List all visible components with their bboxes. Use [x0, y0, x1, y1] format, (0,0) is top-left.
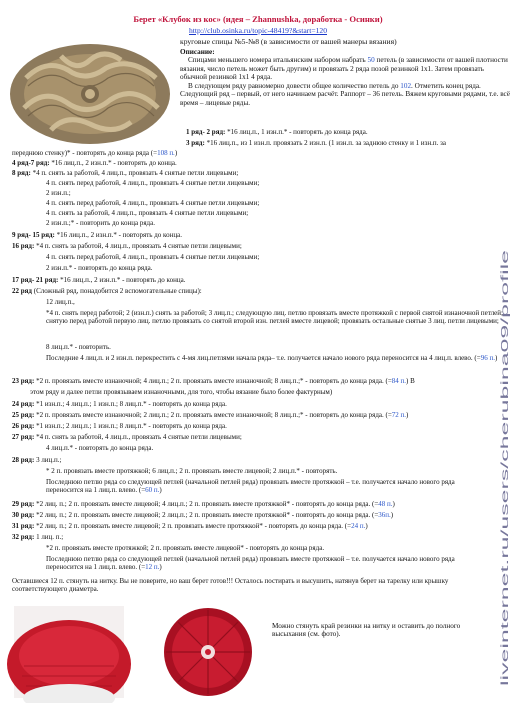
description-heading: Описание:	[180, 48, 215, 56]
row-28: 28 ряд: 3 лиц.п.;	[12, 456, 62, 464]
row-8-line-3: 2 изн.п.;	[46, 189, 71, 197]
row-27-line-2: 4 лиц.п.* - повторять до конца ряда.	[46, 444, 154, 452]
row-22-line-4: 8 лиц.п.* - повторить.	[46, 343, 111, 351]
row-23: 23 ряд: *2 п. провязать вместе изнаночной; 4 лиц.п.; 2 п. провязать вместе изнаночной; 8 лиц.п.;* - повторять до конца ряда. (=84 п.) В	[12, 377, 415, 385]
row-22-line-3: *4 п. снять перед работой; 2 (изн.п.) снять за работой; 3 лиц.п.; следующую лиц. петлю провязать вместе протяжкой с первой снятой изнаночной петлей; снятую перед работой первую лиц. петлю провязать со снятой второй изн. петлей вместе лицевой; провязать остальные снятые 3 лиц. петли лицевыми;	[46, 309, 503, 326]
row-28-line-2: * 2 п. провязать вместе протяжкой; 6 лиц.п.; 2 п. провязать вместе лицевой; 2 лиц.п.* - повторять.	[46, 467, 338, 475]
description-block	[180, 48, 510, 107]
row-27: 27 ряд: *4 п. снять за работой, 4 лиц.п., провязать 4 снятые петли лицевыми;	[12, 433, 242, 441]
row-8-line-5: 4 п. снять за работой, 4 лиц.п., провязать 4 снятые петли лицевыми;	[46, 209, 249, 217]
row-28-line-3: Последнюю петлю ряда со следующей петлей (начальной петлей ряда) провязать вместе протяжкой – т.е. получается начало нового ряда переносится на 1 лиц.п. влево. (=60 п.)	[46, 478, 455, 495]
beret-top-photo	[6, 38, 171, 138]
row-25: 25 ряд: *2 п. провязать вместе изнаночной; 2 лиц.п.; 2 п. провязать вместе изнаночной; 8 лиц.п.;* - повторять до конца ряда. (=72 п.)	[12, 411, 409, 419]
row-8-line-4: 4 п. снять перед работой, 4 лиц.п., провязать 4 снятые петли лицевыми;	[46, 199, 260, 207]
source-link[interactable]: http://club.osinka.ru/topic-48419?&start=120	[189, 26, 327, 35]
row-22: 22 ряд (Сложный ряд, понадобится 2 вспомогательные спицы):	[12, 287, 202, 295]
row-22-line-2: 12 лиц.п.,	[46, 298, 75, 306]
row-8: 8 ряд: *4 п. снять за работой, 4 лиц.п., провязать 4 снятые петли лицевыми;	[12, 169, 239, 177]
svg-text:liveinternet.ru/users/cherubin: liveinternet.ru/users/cherubina09/profile	[499, 502, 511, 686]
row-32-line-3: Последнюю петлю ряда со следующей петлей (начальной петлей ряда) провязать вместе протяжкой – т.е. получается начало нового ряда переносится на 1 лиц.п. влево. (=12 п.)	[46, 555, 455, 572]
row-32-line-2: *2 п. провязать вместе протяжкой; 2 п. провязать вместе лицевой* - повторять до конца ряда.	[46, 544, 325, 552]
row-9-15: 9 ряд- 15 ряд: *16 лиц.п., 2 изн.п.* - повторять до конца.	[12, 231, 182, 239]
row-17-21: 17 ряд- 21 ряд: *16 лиц.п., 2 изн.п.* - повторять до конца.	[12, 276, 186, 284]
row-32: 32 ряд: 1 лиц. п.;	[12, 533, 64, 541]
beret-drying-photo-1	[14, 606, 124, 698]
beret-drying-photo-2	[154, 606, 262, 698]
description-para-2: В следующем ряду равномерно довести общее количество петель до 102. Отметить конец ряда. Следующий ряд – первый, от него начинаем расчёт. Раппорт – 36 петель. Вяжем круговыми рядами, т.е. всё время – лицевые ряды.	[180, 81, 510, 107]
row-8-line-2: 4 п. снять перед работой, 4 лиц.п., провязать 4 снятые петли лицевыми;	[46, 179, 260, 187]
closing-paragraph: Оставшиеся 12 п. стянуть на нитку. Вы не поверите, но ваш берет готов!!! Осталось постирать и высушить, натянув берет на тарелку или крышку соответствующего диаметра.	[12, 577, 449, 594]
row-16-line-3: 2 изн.п.* - повторять до конца ряда.	[46, 264, 153, 272]
source-url	[0, 26, 516, 35]
row-8-line-6: 2 изн.п.;* - повторить до конца ряда.	[46, 219, 155, 227]
row-16: 16 ряд: *4 п. снять за работой, 4 лиц.п., провязать 4 снятые петли лицевыми;	[12, 242, 242, 250]
row-24: 24 ряд: *1 изн.п.; 4 лиц.п.; 1 изн.п.; 8 лиц.п.* - повторять до конца ряда.	[12, 400, 227, 408]
row-23-line-2: этом ряду и далее петли провязываем изнаночными, для того, чтобы вязание было более фактурным)	[30, 388, 333, 396]
row-30: 30 ряд: *2 лиц. п.; 2 п. провязать вместе лицевой; 2 лиц.п.; 2 п. провязать вместе протяжкой* - повторять до конца ряда. (=36п.)	[12, 511, 394, 519]
row-4-7: 4 ряд-7 ряд: *16 лиц.п., 2 изн.п.* - повторять до конца.	[12, 159, 177, 167]
description-para-1: Спицами меньшего номера итальянским набором набрать 50 петель (в зависимости от вашей плотности вязания, число петель может быть другим) и провязать 2 ряда позой резинкой 1х1. Затем провязать обычной резинкой 1х1 4 ряда.	[180, 56, 508, 82]
row-3: 3 ряд: *16 лиц.п., из 1 изн.п. провязать 2 изн.п. (1 изн.п. за заднюю стенку и 1 изн.п. за	[186, 139, 446, 147]
row-16-line-2: 4 п. снять перед работой, 4 лиц.п., провязать 4 снятые петли лицевыми;	[46, 253, 260, 261]
watermark	[501, 248, 515, 688]
row-26: 26 ряд: *1 изн.п.; 2 лиц.п.; 1 изн.п.; 8 лиц.п.* - повторять до конца ряда.	[12, 422, 227, 430]
row-31: 31 ряд: *2 лиц. п.; 2 п. провязать вместе лицевой; 2 п. провязать вместе протяжкой* - повторять до конца ряда. (=24 п.)	[12, 522, 368, 530]
needles-note: круговые спицы №5-№8 (в зависимости от вашей манеры вязания)	[180, 37, 397, 46]
document-title: Берет «Клубок из кос» (идея – Zhannushka, доработка - Осинки)	[133, 14, 383, 24]
row-29: 29 ряд: *2 лиц. п.; 2 п. провязать вместе лицевой; 4 лиц.п.; 2 п. провязать вместе протяжкой* - повторять до конца ряда. (=48 п.)	[12, 500, 395, 508]
photo-caption: Можно стянуть край резинки на нитку и оставить до полного высыхания (см. фото).	[272, 622, 461, 639]
row-1-2: 1 ряд- 2 ряд: *16 лиц.п., 1 изн.п.* - повторять до конца ряда.	[186, 128, 368, 136]
row-3-cont: переднюю стенку)* - повторять до конца ряда (=108 п.)	[12, 149, 178, 157]
row-22-line-5: Последние 4 лиц.п. и 2 изн.п. перекрестить с 4-мя лиц.петлями начала ряда– т.е. получается начало нового ряда переносится на 4 лиц.п. влево. (=96 п.)	[46, 354, 498, 362]
